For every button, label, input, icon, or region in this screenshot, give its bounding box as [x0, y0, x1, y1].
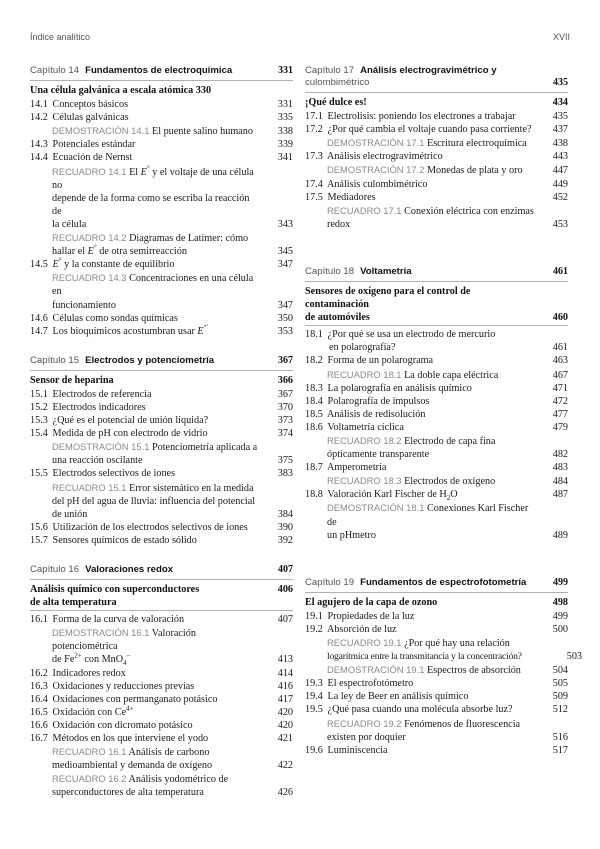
- toc-entry: 17.1 Electrolisis: poniendo los electrones a trabajar 435: [305, 111, 568, 123]
- toc-entry: 16.7 Métodos en los que interviene el yodo 421: [30, 733, 293, 745]
- toc-entry: 17.5 Mediadores 452: [305, 191, 568, 203]
- toc-entry: 14.4 Ecuación de Nernst 341: [30, 152, 293, 164]
- toc-box: RECUADRO 17.1 Conexión eléctrica con enzimas redox 453: [327, 204, 568, 230]
- chapter-15-heading: Capítulo 15 Electrodos y potenciometría 367: [30, 352, 293, 371]
- page-number: XVII: [552, 32, 570, 42]
- toc-box: RECUADRO 18.3 Electrodos de oxígeno 484: [327, 475, 568, 488]
- toc-entry: 17.3 Análisis electrogravimétrico 443: [305, 151, 568, 163]
- toc-demonstration: DEMOSTRACIÓN 16.1 Valoración potenciométrica de $Fe^{2+}$ con MnO$_4$− 413: [52, 627, 293, 668]
- toc-entry: 15.3 ¿Qué es el potencial de unión líquida? 373: [30, 415, 293, 427]
- toc-box: RECUADRO 18.1 La doble capa eléctrica 467: [327, 368, 568, 381]
- toc-entry: 19.5 ¿Qué pasa cuando una molécula absorbe luz? 512: [305, 704, 568, 716]
- toc-entry: 14.1 Conceptos básicos 331: [30, 99, 293, 111]
- toc-demonstration: DEMOSTRACIÓN 18.1 Conexiones Karl Fischer de un pHmetro 489: [327, 502, 568, 541]
- toc-entry: 16.3 Oxidaciones y reducciones previas 416: [30, 680, 293, 692]
- toc-box: RECUADRO 14.2 Diagramas de Latimer: cómo hallar el E° de otra semirreacción 345: [52, 232, 293, 258]
- toc-entry: 19.4 La ley de Beer en análisis químico 509: [305, 691, 568, 703]
- toc-box: RECUADRO 14.3 Concentraciones en una célula en funcionamiento 347: [52, 272, 293, 311]
- toc-entry: 14.3 Potenciales estándar 339: [30, 139, 293, 151]
- toc-entry: 15.6 Utilización de los electrodos selectivos de iones 390: [30, 521, 293, 533]
- right-column: [305, 62, 582, 757]
- toc-entry: 19.2 Absorción de luz 500: [305, 623, 568, 635]
- toc-demonstration: DEMOSTRACIÓN 17.1 Escritura electroquímica 438: [327, 137, 568, 150]
- chapter-19-heading: Capítulo 19 Fundamentos de espectrofotometría 499: [305, 574, 568, 593]
- toc-entry: 14.6 Células como sondas químicas 350: [30, 312, 293, 324]
- toc-demonstration: DEMOSTRACIÓN 14.1 El puente salino humano 338: [52, 125, 293, 138]
- chapter-18-feature: Sensores de oxígeno para el control de contaminación de automóviles 460: [305, 285, 568, 326]
- toc-box: RECUADRO 19.1 ¿Por qué hay una relación logarítmica entre la transmitancia y la concentración? 503: [327, 637, 582, 663]
- toc-box: RECUADRO 14.1 El E° y el voltaje de una célula no depende de la forma como se escriba la reacción de la célula 343: [52, 164, 293, 230]
- toc-entry: 18.2 Forma de un polarograma 463: [305, 355, 568, 367]
- toc-entry: 15.5 Electrodos selectivos de iones 383: [30, 468, 293, 480]
- chapter-18-heading: Capítulo 18 Voltametría 461: [305, 263, 568, 282]
- toc-entry: 15.4 Medida de pH con electrodo de vidrio 374: [30, 428, 293, 440]
- toc-demonstration: DEMOSTRACIÓN 17.2 Monedas de plata y oro 447: [327, 164, 568, 177]
- toc-entry: 18.4 Polarografía de impulsos 472: [305, 395, 568, 407]
- toc-entry: 18.7 Amperometría 483: [305, 462, 568, 474]
- left-column: [30, 62, 293, 800]
- toc-entry: 16.4 Oxidaciones con permanganato potásico 417: [30, 693, 293, 705]
- toc-entry: 18.6 Voltametría cíclica 479: [305, 421, 568, 433]
- toc-entry: 14.2 Células galvánicas 335: [30, 112, 293, 124]
- toc-entry: 16.1 Forma de la curva de valoración 407: [30, 614, 293, 626]
- toc-entry: 17.4 Análisis culombimétrico 449: [305, 178, 568, 190]
- toc-entry: 19.3 El espectrofotómetro 505: [305, 678, 568, 690]
- toc-entry: 18.5 Análisis de redisolución 477: [305, 408, 568, 420]
- toc-entry: 18.3 La polarografía en análisis químico 471: [305, 382, 568, 394]
- toc-entry: 18.8 Valoración Karl Fischer de $H_2O$ 487: [305, 489, 568, 503]
- toc-box: RECUADRO 18.2 Electrodo de capa fina ópticamente transparente 482: [327, 434, 568, 461]
- toc-demonstration: DEMOSTRACIÓN 19.1 Espectros de absorción 504: [327, 664, 568, 677]
- toc-box: RECUADRO 16.1 Análisis de carbono medioambiental y demanda de oxígeno 422: [52, 746, 293, 772]
- chapter-17-heading: Capítulo 17 Análisis electrogravimétrico y culombimétrico 435: [305, 62, 568, 93]
- toc-entry: 15.2 Electrodos indicadores 370: [30, 401, 293, 413]
- toc-box: RECUADRO 16.2 Análisis yodométrico de superconductores de alta temperatura 426: [52, 773, 293, 799]
- toc-box: RECUADRO 19.2 Fenómenos de fluorescencia existen por doquier 516: [327, 717, 568, 743]
- toc-entry: 18.1 ¿Por qué se usa un electrodo de mercurio en polarografía? 461: [305, 329, 568, 354]
- chapter-19-feature: El agujero de la capa de ozono 498: [305, 596, 568, 608]
- chapter-14-feature: Una célula galvánica a escala atómica 330: [30, 85, 212, 96]
- toc-entry: 15.1 Electrodos de referencia 367: [30, 388, 293, 400]
- toc-entry: 14.7 Los bioquímicos acostumbran usar E°′ 353: [30, 323, 293, 337]
- toc-box: RECUADRO 15.1 Error sistemático en la medida del pH del agua de lluvia: influencia del potencial de unión 384: [52, 481, 293, 520]
- toc-entry: 19.6 Luminiscencia 517: [305, 744, 568, 756]
- toc-entry: 14.5 E° y la constante de equilibrio 347: [30, 256, 293, 271]
- chapter-16-heading: Capítulo 16 Valoraciones redox 407: [30, 561, 293, 580]
- toc-entry: 17.2 ¿Por qué cambia el voltaje cuando pasa corriente? 437: [305, 124, 568, 136]
- toc-entry: 19.1 Propiedades de la luz 499: [305, 610, 568, 622]
- toc-entry: 16.5 Oxidación con $Ce^{4+}$ 420: [30, 704, 293, 718]
- chapter-16-feature: Análisis químico con superconductores de alta temperatura 406: [30, 583, 293, 611]
- toc-entry: 15.7 Sensores químicos de estado sólido 392: [30, 534, 293, 546]
- toc-entry: 16.2 Indicadores redox 414: [30, 667, 293, 679]
- running-head: Índice analítico: [30, 32, 91, 42]
- chapter-17-feature: ¡Qué dulce es! 434: [305, 97, 568, 108]
- toc-demonstration: DEMOSTRACIÓN 15.1 Potenciometría aplicada a una reacción oscilante 375: [52, 441, 293, 467]
- toc-entry: 16.6 Oxidación con dicromato potásico 420: [30, 719, 293, 731]
- chapter-15-feature: Sensor de heparina 366: [30, 374, 293, 386]
- page-header: [30, 32, 570, 46]
- chapter-14-heading: Capítulo 14 Fundamentos de electroquímica 331: [30, 62, 293, 81]
